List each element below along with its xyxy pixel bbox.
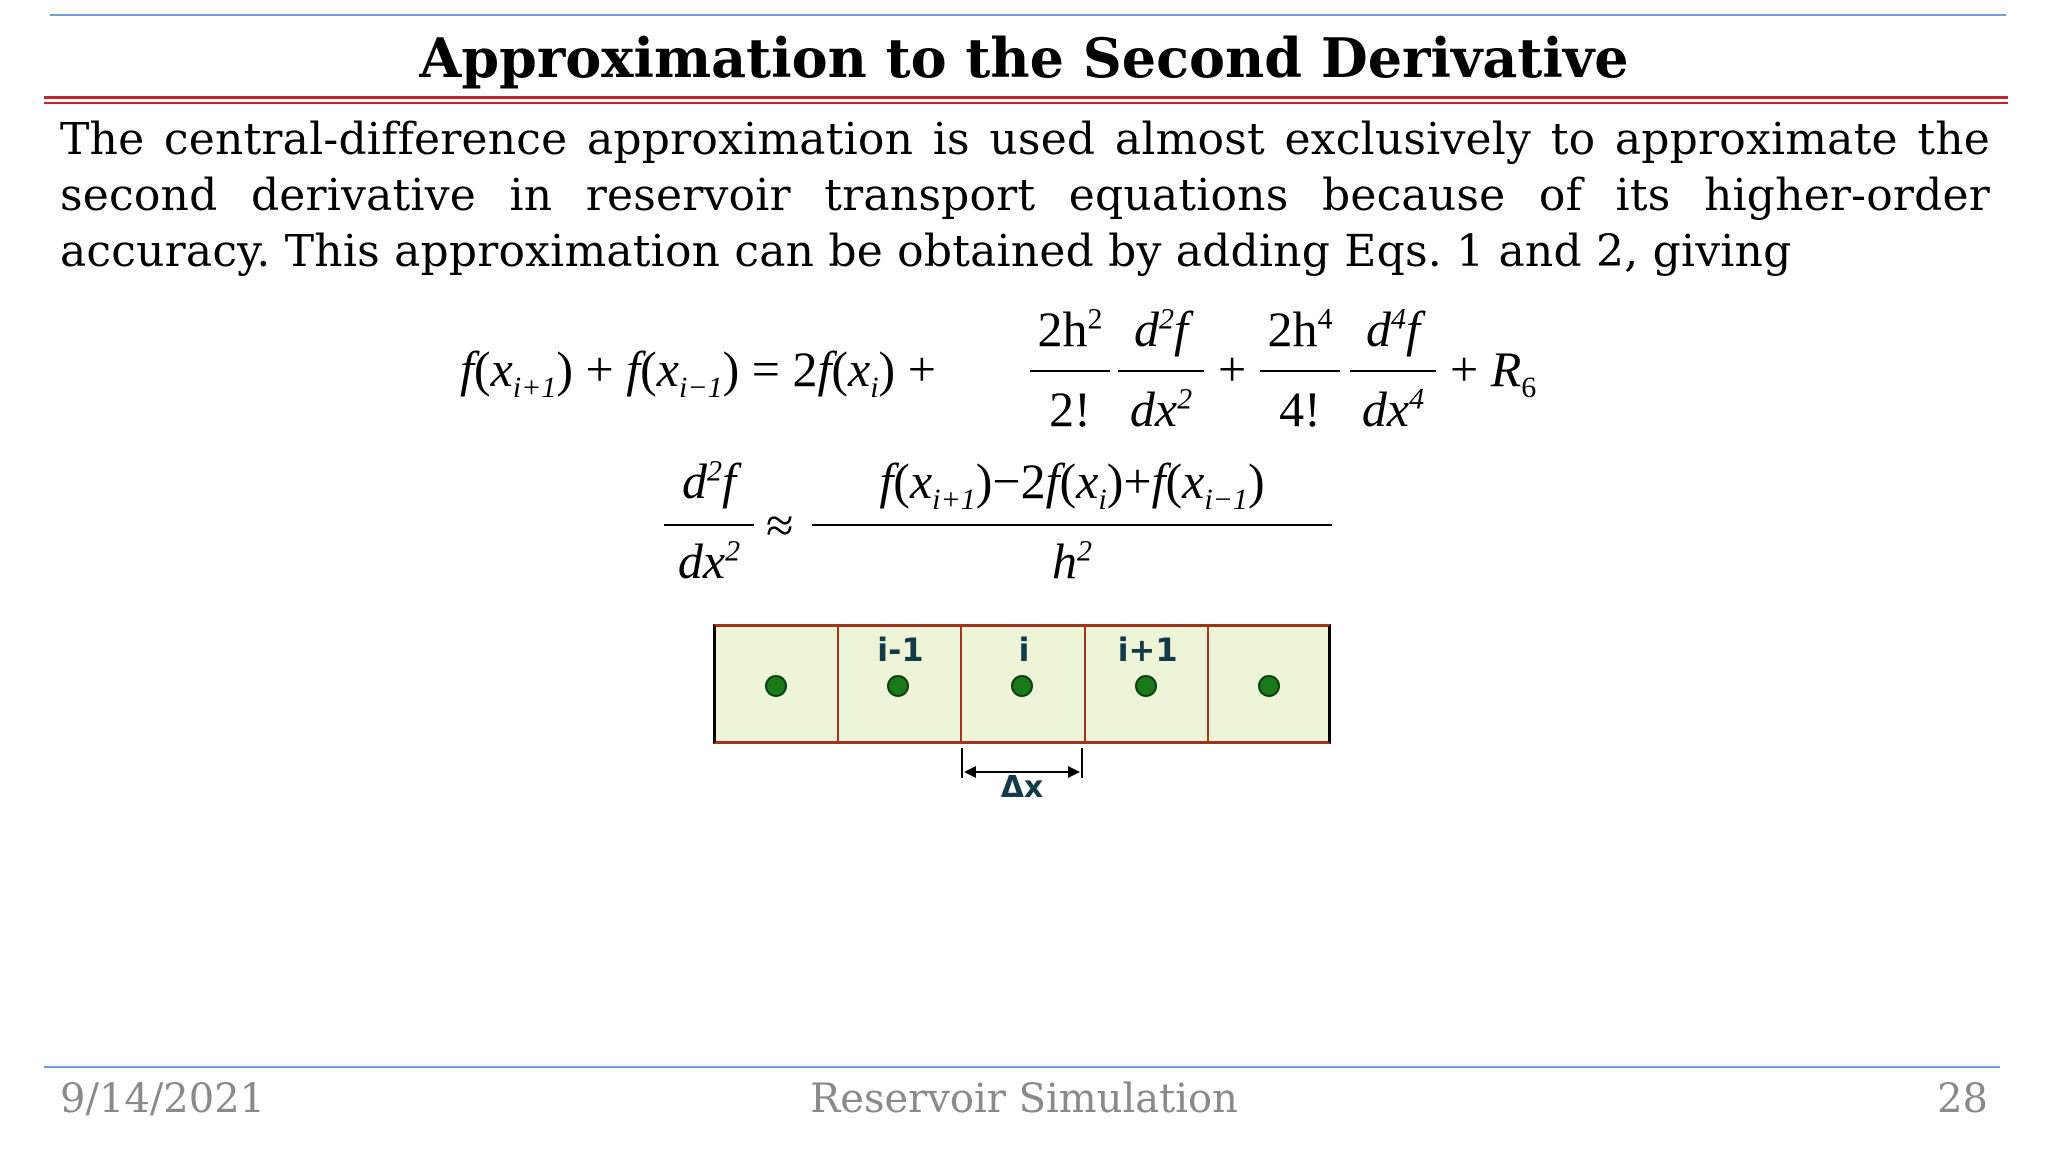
- eq2-sup: 2: [707, 454, 723, 488]
- grid-node-dot: [1135, 675, 1157, 697]
- eq2-x: x: [1076, 453, 1099, 509]
- grid-block-diagram: [713, 624, 1331, 744]
- eq2-approx: ≈: [766, 497, 794, 553]
- grid-cell-label: i-1: [877, 631, 924, 669]
- eq1-frac3-num-text: 2h: [1267, 301, 1318, 357]
- eq1-equals: =: [751, 341, 780, 397]
- eq1-r: R: [1490, 341, 1522, 397]
- eq1-plus: +: [585, 341, 614, 397]
- eq2-coef: 2: [1020, 453, 1046, 509]
- eq2-h: h: [1052, 533, 1077, 589]
- eq2-rhs-bar: [812, 524, 1332, 526]
- eq1-f: f: [817, 341, 832, 397]
- eq1-plus: +: [1450, 341, 1479, 397]
- grid-cell: [1084, 624, 1208, 744]
- eq1-f: f: [1174, 301, 1188, 357]
- eq1-x: x: [848, 341, 871, 397]
- eq1-frac2-num: [1118, 300, 1204, 358]
- arrow-left-icon: [964, 766, 976, 778]
- grid-cell: [713, 624, 837, 744]
- eq1-d: d: [1134, 301, 1160, 357]
- eq2-x: x: [1182, 453, 1205, 509]
- eq1-sup: 4: [1317, 302, 1333, 336]
- eq1-plus: +: [907, 341, 936, 397]
- eq2-lhs-den: [664, 532, 754, 590]
- eq1-frac1-num: [1030, 300, 1110, 358]
- title-underline-secondary: [44, 102, 2008, 104]
- footer-page-number: 28: [1937, 1076, 1988, 1122]
- eq1-lhs: $f(x_{i+1}) + f(x_{i-1}) = 2f(x_i)$ +: [460, 341, 936, 404]
- eq1-sup: 2: [1159, 302, 1175, 336]
- eq1-plus: +: [1218, 341, 1247, 397]
- eq1-sup: 2: [1087, 302, 1103, 336]
- eq2-f: f: [722, 453, 736, 509]
- eq1-frac2-bar: [1118, 370, 1204, 372]
- eq2-sup: 2: [1077, 534, 1092, 568]
- grid-node-dot: [887, 675, 909, 697]
- grid-cell: [837, 624, 961, 744]
- eq2-f: f: [1151, 453, 1166, 509]
- footer-title: Reservoir Simulation: [810, 1076, 1238, 1122]
- top-rule: [50, 14, 2006, 16]
- eq1-frac4-num: [1350, 300, 1436, 358]
- eq1-sup: 2: [1177, 382, 1193, 416]
- body-paragraph: The central-difference approximation is used almost exclusively to approximate the second derivative in reservoir transport equations because of its higher-order accuracy. This approximation can be obtained by adding Eqs. 1 and 2, giving: [60, 114, 1990, 277]
- eq2-sub: i+1: [932, 483, 976, 516]
- eq1-f: f: [1406, 301, 1420, 357]
- eq1-f: f: [460, 341, 474, 397]
- eq1-dx: dx: [1361, 381, 1410, 437]
- eq2-d: d: [682, 453, 708, 509]
- eq2-rhs-num: $f(x_{i+1})-2f(x_i)+f(x_{i-1})$: [879, 453, 1265, 516]
- eq1-frac1-num-text: 2h: [1037, 301, 1088, 357]
- grid-node-dot: [765, 675, 787, 697]
- eq2-plus: +: [1123, 453, 1152, 509]
- eq2-sup: 2: [725, 534, 741, 568]
- grid-cell-label: i+1: [1117, 631, 1178, 669]
- eq1-sub: i−1: [678, 371, 723, 404]
- grid-node-dot: [1258, 675, 1280, 697]
- eq1-x: x: [656, 341, 679, 397]
- eq1-frac3-num: [1260, 300, 1340, 358]
- eq2-lhs-bar: [664, 524, 754, 526]
- grid-cell: [960, 624, 1084, 744]
- eq2-f: f: [1045, 453, 1060, 509]
- eq2-sub: i−1: [1204, 483, 1248, 516]
- footer-date: 9/14/2021: [60, 1076, 266, 1122]
- eq2-x: x: [909, 453, 933, 509]
- grid-cell-label: i: [1018, 631, 1030, 669]
- title-underline: [44, 96, 2008, 99]
- eq1-frac3-den: 4!: [1279, 381, 1321, 437]
- arrow-right-icon: [1068, 766, 1080, 778]
- eq1-sub: i+1: [512, 371, 557, 404]
- eq2-lhs-num: [664, 452, 754, 510]
- eq1-sub: i: [870, 371, 879, 404]
- eq1-d: d: [1366, 301, 1392, 357]
- slide-title: Approximation to the Second Derivative: [419, 26, 1629, 90]
- eq2-dx: dx: [677, 533, 726, 589]
- eq2-f: f: [879, 453, 894, 509]
- eq1-dx: dx: [1129, 381, 1178, 437]
- eq2-sub: i: [1098, 483, 1107, 516]
- eq1-coef: 2: [792, 341, 818, 397]
- eq1-sup: 4: [1391, 302, 1407, 336]
- eq1-frac3-bar: [1260, 370, 1340, 372]
- eq1-remainder: [1450, 340, 1536, 405]
- footer-rule: [44, 1066, 2000, 1068]
- eq1-frac2-den: [1118, 380, 1204, 438]
- eq1-x: x: [490, 341, 513, 397]
- grid-cell: [1207, 624, 1331, 744]
- eq2-rhs-den: [812, 532, 1332, 590]
- eq1-sup: 4: [1409, 382, 1425, 416]
- eq1-sub: 6: [1521, 371, 1537, 404]
- eq1-f: f: [626, 341, 641, 397]
- grid-node-dot: [1011, 675, 1033, 697]
- eq1-frac4-bar: [1350, 370, 1436, 372]
- eq1-frac1-bar: [1030, 370, 1110, 372]
- eq1-frac1-den: 2!: [1049, 381, 1091, 437]
- eq2-minus: −: [992, 453, 1021, 509]
- eq1-frac4-den: [1350, 380, 1436, 438]
- delta-x-label: Δx: [1000, 770, 1044, 805]
